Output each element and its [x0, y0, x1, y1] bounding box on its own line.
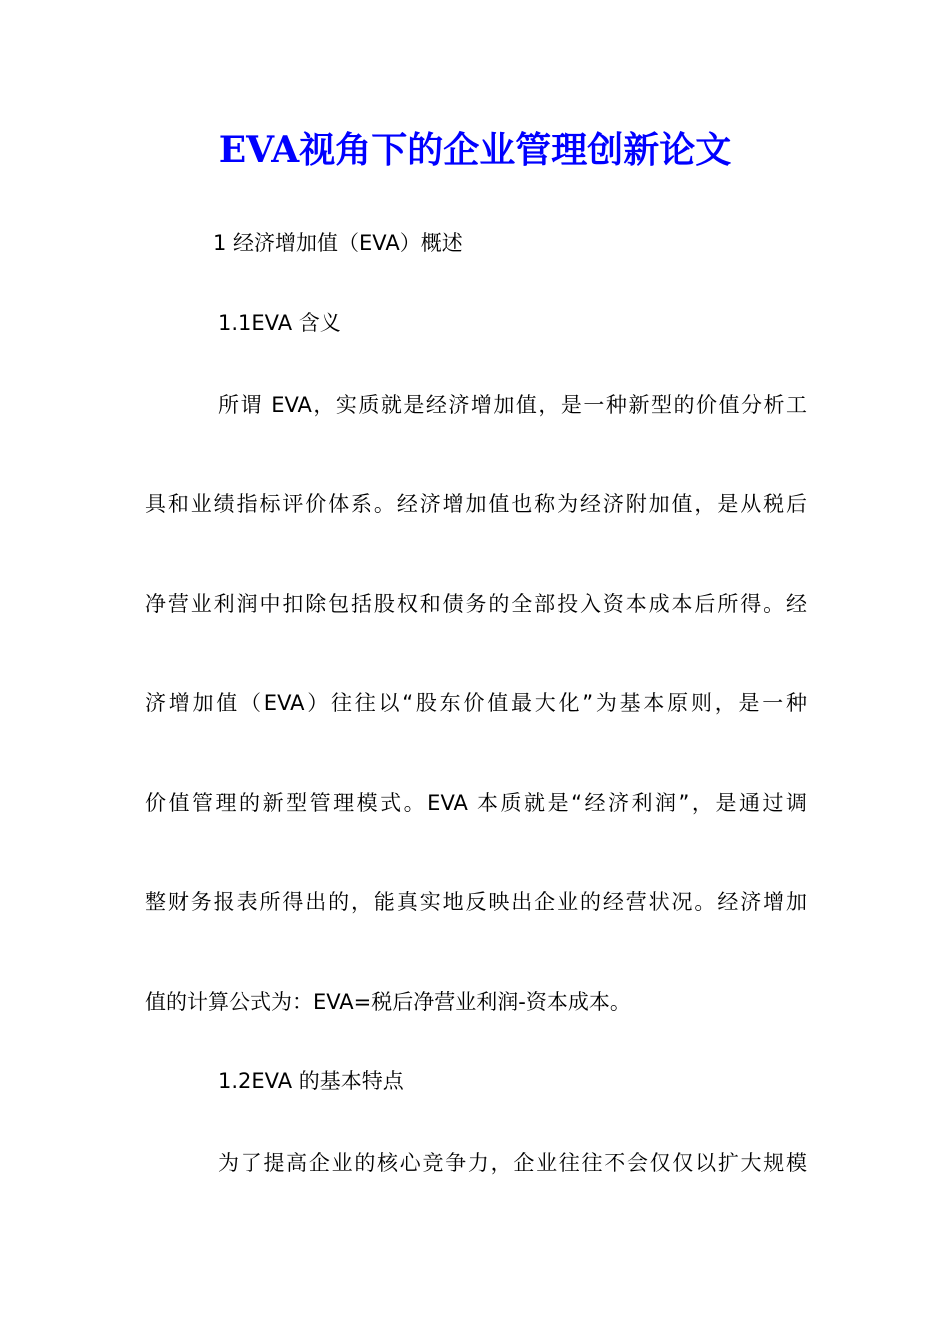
paragraph-line: 值的计算公式为：EVA=税后净营业利润-资本成本。 — [145, 990, 631, 1014]
paragraph-line: 净营业利润中扣除包括股权和债务的全部投入资本成本后所得。经 — [145, 592, 807, 616]
document-title: EVA视角下的企业管理创新论文 — [218, 129, 732, 171]
paragraph-line: 济增加值（EVA）往往以“股东价值最大化”为基本原则，是一种 — [145, 691, 807, 715]
paragraph-line: 所谓 EVA，实质就是经济增加值，是一种新型的价值分析工 — [218, 393, 807, 417]
paragraph-line: 整财务报表所得出的，能真实地反映出企业的经营状况。经济增加 — [145, 890, 807, 914]
section-heading-1: 1 经济增加值（EVA）概述 — [213, 231, 463, 255]
subsection-heading-1-2: 1.2EVA 的基本特点 — [218, 1069, 404, 1093]
paragraph-line: 价值管理的新型管理模式。EVA 本质就是“经济利润”，是通过调 — [145, 791, 807, 815]
paragraph-line: 具和业绩指标评价体系。经济增加值也称为经济附加值，是从税后 — [145, 492, 807, 516]
subsection-heading-1-1: 1.1EVA 含义 — [218, 311, 341, 335]
paragraph-line: 为了提高企业的核心竞争力，企业往往不会仅仅以扩大规模 — [218, 1151, 807, 1175]
